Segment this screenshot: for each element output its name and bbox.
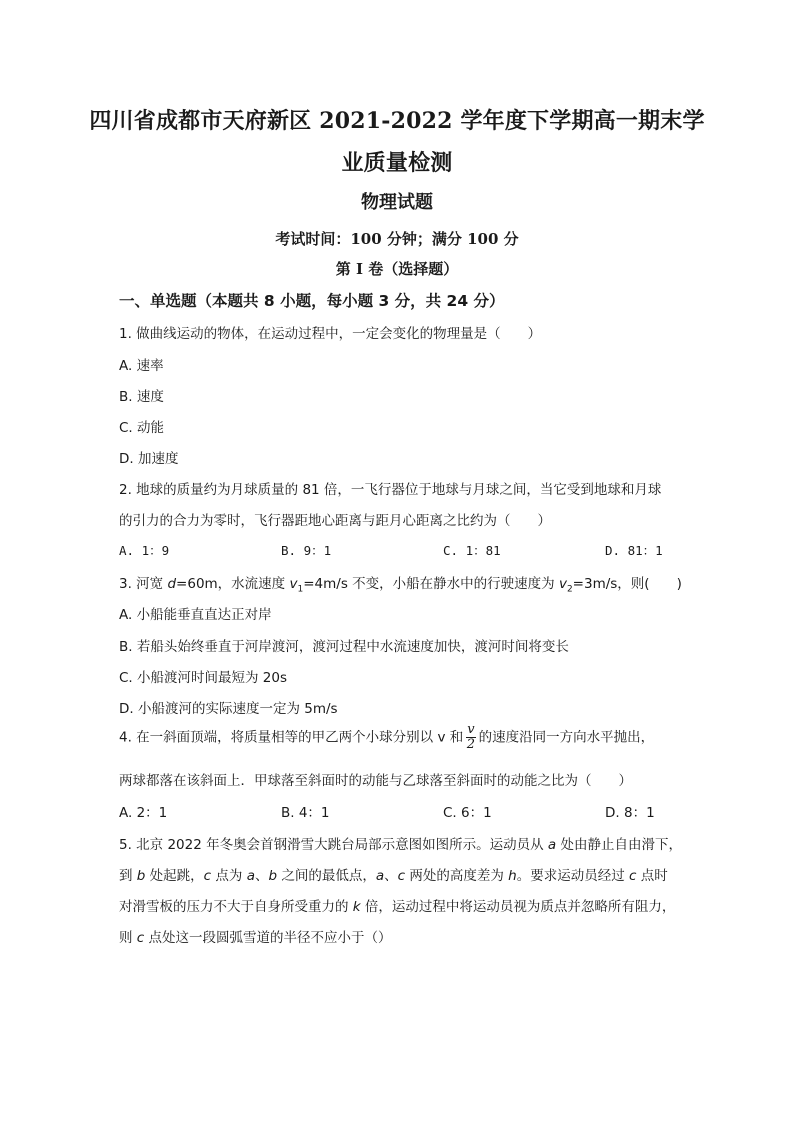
q5-var-c: c	[203, 868, 212, 884]
q3-var-v2: v	[558, 576, 567, 592]
q3-text-2: =60m，水流速度	[176, 576, 290, 592]
volume-title: 第 I 卷（选择题）	[335, 260, 459, 278]
q4-option-a: A. 2：1	[119, 805, 168, 821]
q4-option-d: D. 8：1	[605, 805, 655, 821]
q1-option-a: A. 速率	[119, 358, 164, 374]
q3-text-1: 3. 河宽	[119, 576, 168, 592]
q1-option-b: B. 速度	[119, 389, 164, 405]
q5-text-13: 倍，运动过程中将运动员视为质点并忽略所有阻力，	[360, 899, 676, 915]
q5-text-8: 、	[384, 868, 398, 884]
q5-var-c4: c	[136, 930, 145, 946]
q5-text-4: 处起跳，	[145, 868, 204, 884]
q5-text-12: 对滑雪板的压力不大于自身所受重力的	[119, 899, 353, 915]
q3-text-3: =4m/s 不变，小船在静水中的行驶速度为	[303, 576, 559, 592]
q4-frac-num: v	[467, 722, 475, 737]
q4-line2: 两球都落在该斜面上．甲球落至斜面时的动能与乙球落至斜面时的动能之比为（ ）	[119, 773, 632, 789]
q5-text-10: 。要求运动员经过	[516, 868, 630, 884]
q5-var-a2: a	[246, 868, 255, 884]
q5-var-h: h	[508, 868, 517, 884]
q5-var-c3: c	[629, 868, 637, 884]
q3-sub-2: 2	[566, 584, 573, 595]
subject-title: 物理试题	[361, 192, 433, 213]
q5-text-14: 则	[119, 930, 137, 946]
q5-var-b: b	[136, 868, 146, 884]
q5-line3	[119, 895, 675, 915]
q1-option-c: C. 动能	[119, 420, 165, 436]
q3-option-d: D. 小船渡河的实际速度一定为 5m/s	[119, 701, 338, 717]
q5-text-11: 点时	[636, 868, 668, 884]
q1-stem: 1. 做曲线运动的物体，在运动过程中，一定会变化的物理量是（ ）	[119, 326, 542, 342]
q4-option-b: B. 4：1	[281, 805, 330, 821]
q5-line4	[119, 926, 392, 946]
exam-title-line2: 业质量检测	[341, 150, 453, 176]
q3-var-d: d	[167, 576, 177, 592]
q5-text-1: 5. 北京 2022 年冬奥会首钢滑雪大跳台局部示意图如图所示。运动员从	[119, 837, 548, 853]
q2-line1: 2. 地球的质量约为月球质量的 81 倍，一飞行器位于地球与月球之间，当它受到地球和月球	[119, 482, 662, 498]
q4-text-1: 4. 在一斜面顶端，将质量相等的甲乙两个小球分别以 v 和	[119, 729, 464, 746]
q4-text-2: 的速度沿同一方向水平抛出，	[478, 729, 655, 746]
q5-line2	[119, 864, 668, 884]
q2-line2: 的引力的合力为零时，飞行器距地心距离与距月心距离之比约为（ ）	[119, 513, 551, 529]
q5-text-9: 两处的高度差为	[405, 868, 509, 884]
q5-var-c2: c	[397, 868, 406, 884]
q5-text-2: 处由静止自由滑下，	[556, 837, 682, 853]
q3-option-c: C. 小船渡河时间最短为 20s	[119, 670, 288, 686]
q5-var-a: a	[547, 837, 557, 853]
q5-line1	[119, 833, 682, 853]
q1-option-d: D. 加速度	[119, 451, 179, 467]
q3-text-4: =3m/s，则( )	[572, 576, 682, 592]
q2-option-c: C. 1：81	[443, 543, 501, 558]
exam-title-line1: 四川省成都市天府新区 2021-2022 学年度下学期高一期末学	[89, 108, 705, 134]
q5-var-k: k	[352, 899, 361, 915]
q3-option-b: B. 若船头始终垂直于河岸渡河，渡河过程中水流速度加快，渡河时间将变长	[119, 639, 569, 655]
q4-option-c: C. 6：1	[443, 805, 492, 821]
q5-text-5: 点为	[211, 868, 247, 884]
q5-text-3: 到	[119, 868, 137, 884]
section-heading: 一、单选题（本题共 8 小题，每小题 3 分，共 24 分）	[119, 292, 505, 310]
q4-line1	[119, 723, 654, 752]
q5-var-a3: a	[375, 868, 385, 884]
q2-option-a: A. 1：9	[119, 543, 170, 558]
q3-stem	[119, 572, 682, 595]
q2-option-d: D. 81：1	[605, 543, 663, 558]
q5-text-6: 、	[254, 868, 269, 884]
q4-frac-den: 2	[466, 737, 476, 752]
exam-info: 考试时间：100 分钟；满分 100 分	[275, 230, 519, 248]
q3-option-a: A. 小船能垂直直达正对岸	[119, 607, 272, 623]
q5-text-7: 之间的最低点，	[277, 868, 376, 884]
q5-var-b2: b	[268, 868, 278, 884]
q2-option-b: B. 9：1	[281, 543, 332, 558]
q4-fraction	[466, 723, 475, 752]
q5-text-15: 点处这一段圆弧雪道的半径不应小于（）	[144, 930, 392, 946]
q3-sub-1: 1	[297, 584, 304, 595]
q3-var-v1: v	[289, 576, 298, 592]
